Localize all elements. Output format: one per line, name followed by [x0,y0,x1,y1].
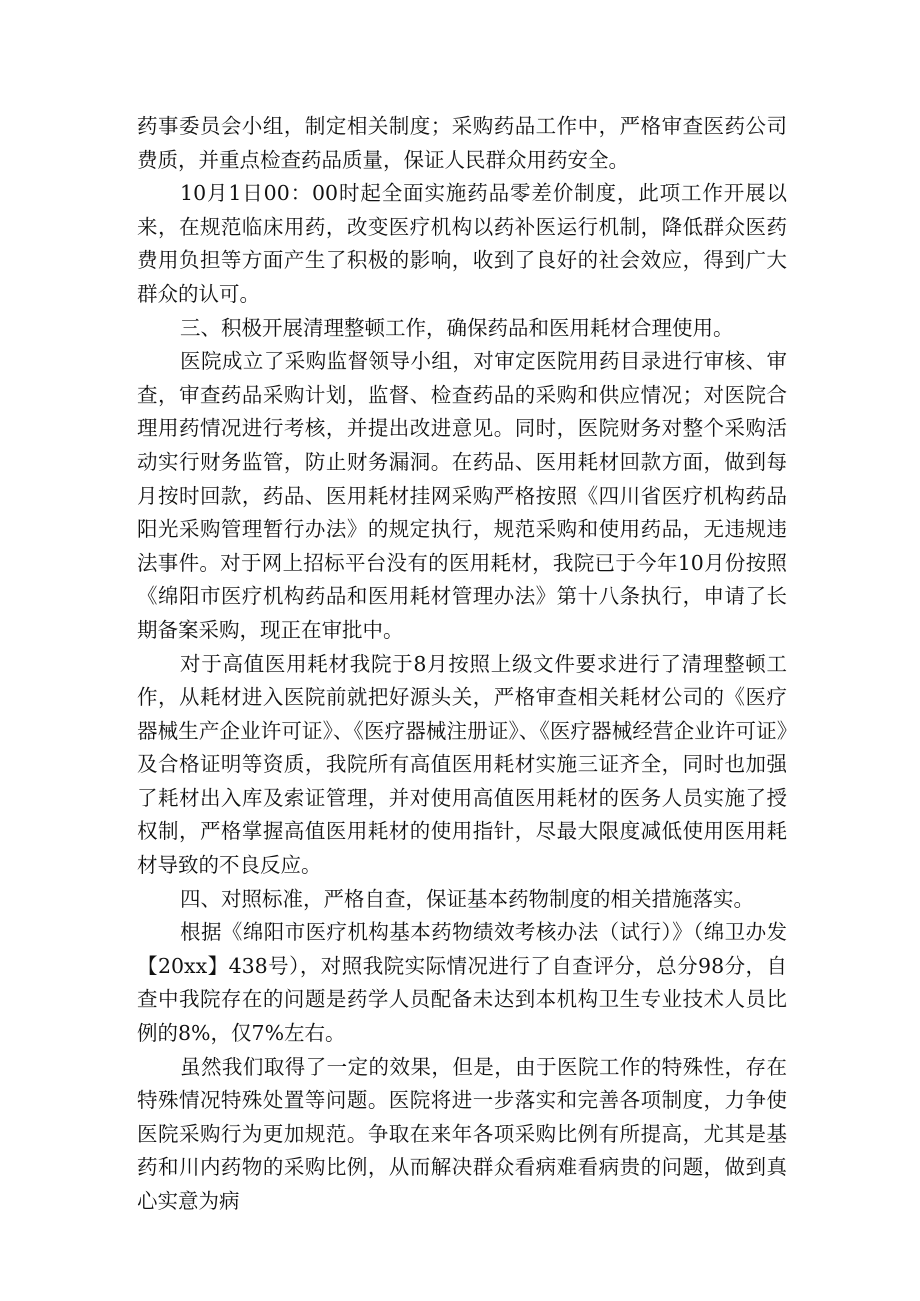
paragraph-conclusion: 虽然我们取得了一定的效果，但是，由于医院工作的特殊性，存在特殊情况特殊处置等问题。医院将进一步落实和完善各项制度，力争使医院采购行为更加规范。争取在来年各项采购比例有所提高，尤其是基药和川内药物的采购比例，从而解决群众看病难看病贵的问题，做到真心实意为病 [137,1054,787,1213]
paragraph-procurement-supervision: 医院成立了采购监督领导小组，对审定医院用药目录进行审核、审查，审查药品采购计划，监督、检查药品的采购和供应情况；对医院合理用药情况进行考核，并提出改进意见。同时，医院财务对整个采购活动实行财务监管，防止财务漏洞。在药品、医用耗材回款方面，做到每月按时回款，药品、医用耗材挂网采购严格按照《四川省医疗机构药品阳光采购管理暂行办法》的规定执行，规范采购和使用药品，无违规违法事件。对于网上招标平台没有的医用耗材，我院已于今年10月份按照《绵阳市医疗机构药品和医用耗材管理办法》第十八条执行，申请了长期备案采购，现正在审批中。 [137,349,787,642]
paragraph-high-value-consumables: 对于高值医用耗材我院于8月按照上级文件要求进行了清理整顿工作，从耗材进入医院前就把好源头关，严格审查相关耗材公司的《医疗器械生产企业许可证》、《医疗器械注册证》、《医疗器械经营企业许可证》及合格证明等资质，我院所有高值医用耗材实施三证齐全，同时也加强了耗材出入库及索证管理，并对使用高值医用耗材的医务人员实施了授权制，严格掌握高值医用耗材的使用指针，尽最大限度减低使用医用耗材导致的不良反应。 [137,651,787,878]
section-heading-three: 三、积极开展清理整顿工作，确保药品和医用耗材合理使用。 [180,315,734,340]
paragraph-zero-markup-policy: 10月1日00：00时起全面实施药品零差价制度，此项工作开展以来，在规范临床用药，改变医疗机构以药补医运行机制，降低群众医药费用负担等方面产生了积极的影响，收到了良好的社会效应，得到广大群众的认可。 [137,181,787,306]
paragraph-continuation: 药事委员会小组，制定相关制度；采购药品工作中，严格审查医药公司费质，并重点检查药品质量，保证人民群众用药安全。 [137,114,787,172]
document-body [137,110,787,1219]
section-heading-four: 四、对照标准，严格自查，保证基本药物制度的相关措施落实。 [180,886,755,911]
paragraph-self-assessment: 根据《绵阳市医疗机构基本药物绩效考核办法（试行）》（绵卫办发【20xx】438号），对照我院实际情况进行了自查评分，总分98分，自查中我院存在的问题是药学人员配备未达到本机构卫生专业技术人员比例的8%，仅7%左右。 [137,920,787,1046]
